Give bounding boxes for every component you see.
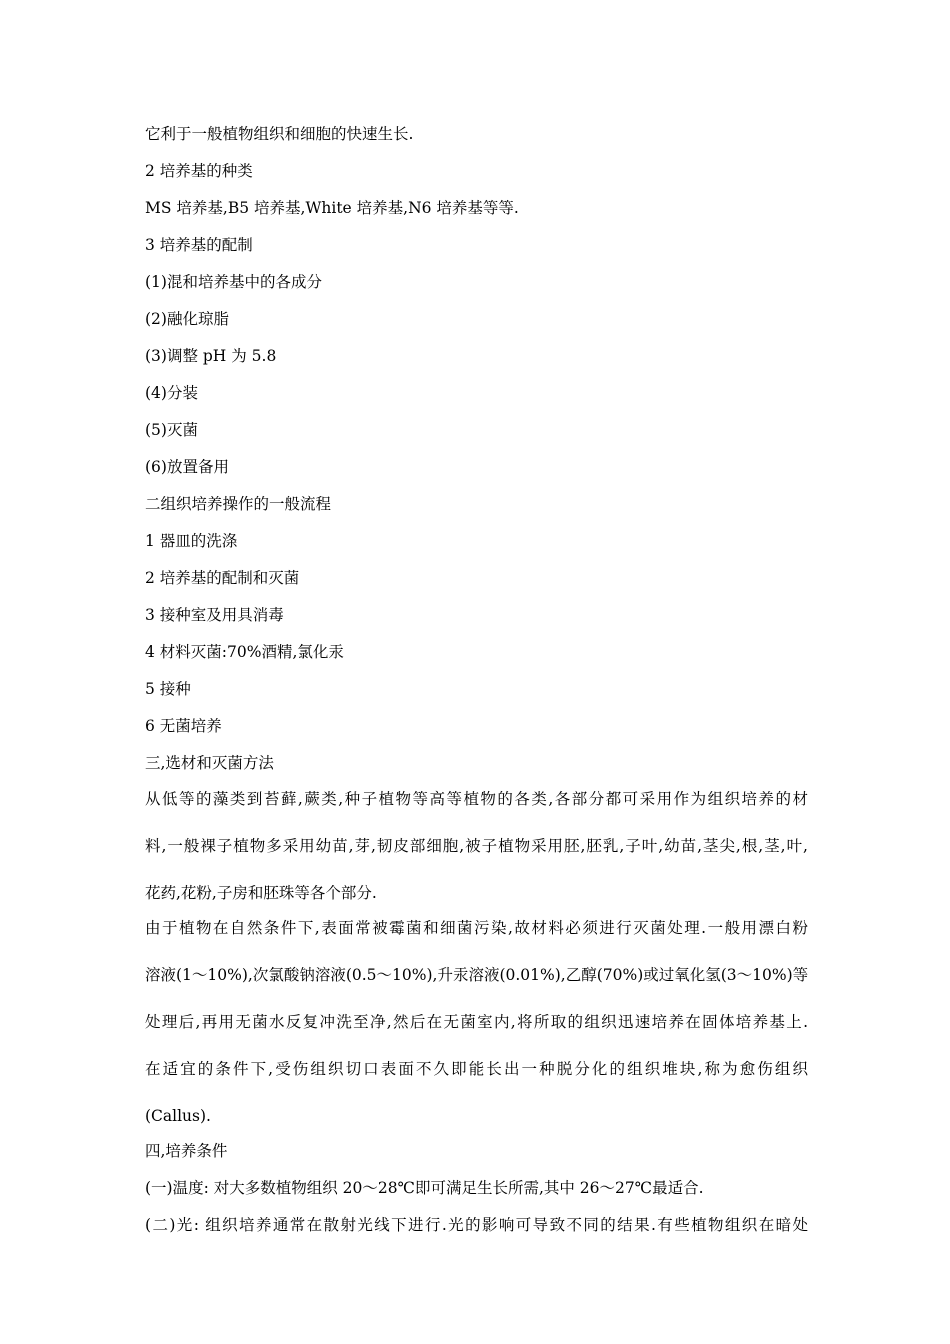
paragraph-sterilization [145, 916, 808, 1129]
list-item: 2 培养基的配制和灭菌 [145, 569, 300, 587]
text-line: (二)光: 组织培养通常在散射光线下进行.光的影响可导致不同的结果.有些植物组织在暗处 [145, 1216, 808, 1234]
list-item: (2)融化琼脂 [145, 310, 229, 328]
list-item: 4 材料灭菌:70%酒精,氯化汞 [145, 643, 344, 661]
paragraph-line: 在适宜的条件下,受伤组织切口表面不久即能长出一种脱分化的组织堆块,称为愈伤组织 [145, 1060, 808, 1078]
text-line: MS 培养基,B5 培养基,White 培养基,N6 培养基等等. [145, 199, 519, 217]
paragraph-line: 料,一般裸子植物多采用幼苗,芽,韧皮部细胞,被子植物采用胚,胚乳,子叶,幼苗,茎尖,根,茎,叶, [145, 837, 808, 855]
section-heading: 四,培养条件 [145, 1142, 228, 1160]
list-item: (5)灭菌 [145, 421, 198, 439]
paragraph-line: 溶液(1～10%),次氯酸钠溶液(0.5～10%),升汞溶液(0.01%),乙醇(70%)或过氧化氢(3～10%)等 [145, 966, 809, 984]
paragraph-line: 从低等的藻类到苔藓,蕨类,种子植物等高等植物的各类,各部分都可采用作为组织培养的材 [145, 790, 808, 808]
section-heading: 二组织培养操作的一般流程 [145, 495, 332, 513]
text-line: 它利于一般植物组织和细胞的快速生长. [145, 125, 414, 143]
list-item: (1)混和培养基中的各成分 [145, 273, 322, 291]
section-heading: 2 培养基的种类 [145, 162, 253, 180]
section-heading: 3 培养基的配制 [145, 236, 253, 254]
text-line: (一)温度: 对大多数植物组织 20～28℃即可满足生长所需,其中 26～27℃最适合. [145, 1179, 704, 1197]
list-item: 3 接种室及用具消毒 [145, 606, 284, 624]
paragraph-line: 花药,花粉,子房和胚珠等各个部分. [145, 884, 377, 902]
list-item: (6)放置备用 [145, 458, 229, 476]
section-heading: 三,选材和灭菌方法 [145, 754, 274, 772]
paragraph-line: 由于植物在自然条件下,表面常被霉菌和细菌污染,故材料必须进行灭菌处理.一般用漂白粉 [145, 919, 808, 937]
document-body [145, 124, 808, 1252]
paragraph-line: (Callus). [145, 1107, 211, 1125]
paragraph-materials [145, 787, 808, 906]
list-item: 1 器皿的洗涤 [145, 532, 238, 550]
list-item: 6 无菌培养 [145, 717, 222, 735]
list-item: (4)分装 [145, 384, 198, 402]
list-item: 5 接种 [145, 680, 191, 698]
list-item: (3)调整 pH 为 5.8 [145, 347, 277, 365]
paragraph-line: 处理后,再用无菌水反复冲洗至净,然后在无菌室内,将所取的组织迅速培养在固体培养基上. [145, 1013, 808, 1031]
